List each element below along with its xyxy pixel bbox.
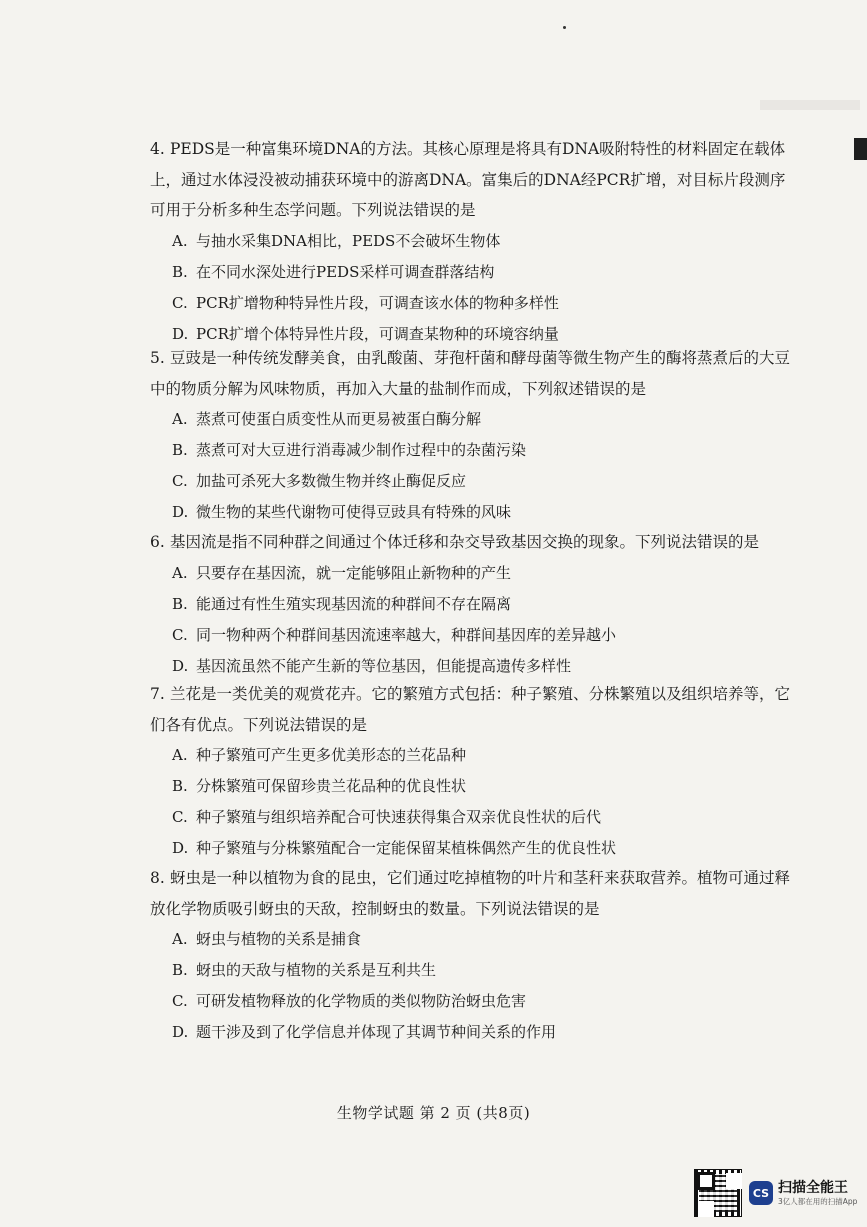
option-text: 可研发植物释放的化学物质的类似物防治蚜虫危害 — [196, 992, 527, 1010]
option-c — [150, 288, 800, 319]
question-stem — [150, 343, 800, 404]
option-a — [150, 404, 800, 435]
scanner-subtitle: 3亿人都在用的扫描App — [778, 1196, 858, 1206]
option-text: 与抽水采集DNA相比，PEDS不会破坏生物体 — [196, 231, 501, 250]
option-c — [150, 802, 800, 833]
question-stem — [150, 134, 800, 226]
option-label: B. — [172, 777, 188, 795]
question-text: 豆豉是一种传统发酵美食，由乳酸菌、芽孢杆菌和酵母菌等微生物产生的酶将蒸煮后的大豆中的物质分解为风味物质，再加入大量的盐制作而成，下列叙述错误的是 — [150, 349, 791, 398]
option-label: B. — [172, 262, 188, 281]
option-text: 只要存在基因流，就一定能够阻止新物种的产生 — [196, 563, 512, 582]
option-c — [150, 986, 800, 1017]
option-d — [150, 497, 800, 528]
option-text: PCR扩增物种特异性片段，可调查该水体的物种多样性 — [196, 293, 559, 312]
option-text: 种子繁殖与分株繁殖配合一定能保留某植株偶然产生的优良性状 — [196, 839, 617, 857]
camscanner-logo-icon: CS — [749, 1181, 773, 1205]
question-number: 7. — [150, 685, 165, 703]
question-text: PEDS是一种富集环境DNA的方法。其核心原理是将具有DNA吸附特性的材料固定在载体上，通过水体浸没被动捕获环境中的游离DNA。富集后的DNA经PCR扩增，对目标片段测序可用于分析多种生态学问题。下列说法错误的是 — [150, 140, 786, 219]
question-text: 基因流是指不同种群之间通过个体迁移和杂交导致基因交换的现象。下列说法错误的是 — [170, 533, 760, 551]
option-a — [150, 226, 800, 257]
option-b — [150, 771, 800, 802]
option-a — [150, 924, 800, 955]
option-text: 能通过有性生殖实现基因流的种群间不存在隔离 — [196, 594, 512, 613]
page-footer: 生物学试题 第 2 页 (共8页) — [336, 1104, 531, 1122]
option-label: A. — [172, 231, 188, 250]
option-label: D. — [172, 1023, 189, 1041]
option-d — [150, 1017, 800, 1048]
option-text: 蒸煮可使蛋白质变性从而更易被蛋白酶分解 — [196, 410, 482, 428]
question-number: 8. — [150, 869, 165, 887]
option-label: D. — [172, 656, 189, 675]
option-text: 蚜虫与植物的关系是捕食 — [196, 930, 362, 948]
question-7 — [150, 679, 800, 864]
qr-code-icon — [694, 1169, 742, 1217]
question-number: 5. — [150, 349, 165, 367]
option-label: A. — [172, 930, 188, 948]
question-stem — [150, 527, 800, 558]
option-label: C. — [172, 992, 188, 1010]
option-text: 分株繁殖可保留珍贵兰花品种的优良性状 — [196, 777, 467, 795]
question-stem — [150, 863, 800, 924]
question-text: 兰花是一类优美的观赏花卉。它的繁殖方式包括：种子繁殖、分株繁殖以及组织培养等，它们各有优点。下列说法错误的是 — [150, 685, 791, 734]
option-text: 微生物的某些代谢物可使得豆豉具有特殊的风味 — [196, 503, 512, 521]
question-5 — [150, 343, 800, 528]
question-number: 4. — [150, 140, 165, 158]
option-label: C. — [172, 625, 188, 644]
question-stem — [150, 679, 800, 740]
option-text: 种子繁殖可产生更多优美形态的兰花品种 — [196, 746, 467, 764]
option-b — [150, 257, 800, 288]
option-text: 题干涉及到了化学信息并体现了其调节种间关系的作用 — [196, 1023, 557, 1041]
option-d — [150, 651, 800, 682]
option-label: B. — [172, 441, 188, 459]
option-label: C. — [172, 808, 188, 826]
option-c — [150, 466, 800, 497]
option-d — [150, 833, 800, 864]
question-number: 6. — [150, 533, 165, 551]
option-b — [150, 435, 800, 466]
scanner-title: 扫描全能王 — [778, 1179, 848, 1196]
option-text: 基因流虽然不能产生新的等位基因，但能提高遗传多样性 — [196, 656, 572, 675]
option-text: 加盐可杀死大多数微生物并终止酶促反应 — [196, 472, 467, 490]
edge-tab-mark — [854, 138, 867, 160]
scanner-watermark — [694, 1168, 864, 1218]
option-label: C. — [172, 472, 188, 490]
option-a — [150, 740, 800, 771]
option-label: A. — [172, 563, 188, 582]
option-text: PCR扩增个体特异性片段，可调查某物种的环境容纳量 — [196, 324, 559, 343]
option-label: A. — [172, 746, 188, 764]
option-label: B. — [172, 594, 188, 613]
option-a — [150, 558, 800, 589]
option-b — [150, 589, 800, 620]
question-8 — [150, 863, 800, 1048]
option-label: A. — [172, 410, 188, 428]
bleed-through — [760, 100, 860, 110]
option-label: D. — [172, 324, 189, 343]
option-label: B. — [172, 961, 188, 979]
question-text: 蚜虫是一种以植物为食的昆虫，它们通过吃掉植物的叶片和茎秆来获取营养。植物可通过释放化学物质吸引蚜虫的天敌，控制蚜虫的数量。下列说法错误的是 — [150, 869, 791, 918]
option-label: C. — [172, 293, 188, 312]
scanner-branding — [778, 1180, 857, 1207]
option-text: 同一物种两个种群间基因流速率越大，种群间基因库的差异越小 — [196, 625, 617, 644]
speck — [563, 26, 566, 29]
option-text: 蚜虫的天敌与植物的关系是互利共生 — [196, 961, 437, 979]
question-4 — [150, 134, 800, 350]
option-label: D. — [172, 839, 189, 857]
option-c — [150, 620, 800, 651]
option-text: 蒸煮可对大豆进行消毒减少制作过程中的杂菌污染 — [196, 441, 527, 459]
question-6 — [150, 527, 800, 682]
option-b — [150, 955, 800, 986]
option-label: D. — [172, 503, 189, 521]
option-text: 种子繁殖与组织培养配合可快速获得集合双亲优良性状的后代 — [196, 808, 602, 826]
option-text: 在不同水深处进行PEDS采样可调查群落结构 — [196, 262, 495, 281]
